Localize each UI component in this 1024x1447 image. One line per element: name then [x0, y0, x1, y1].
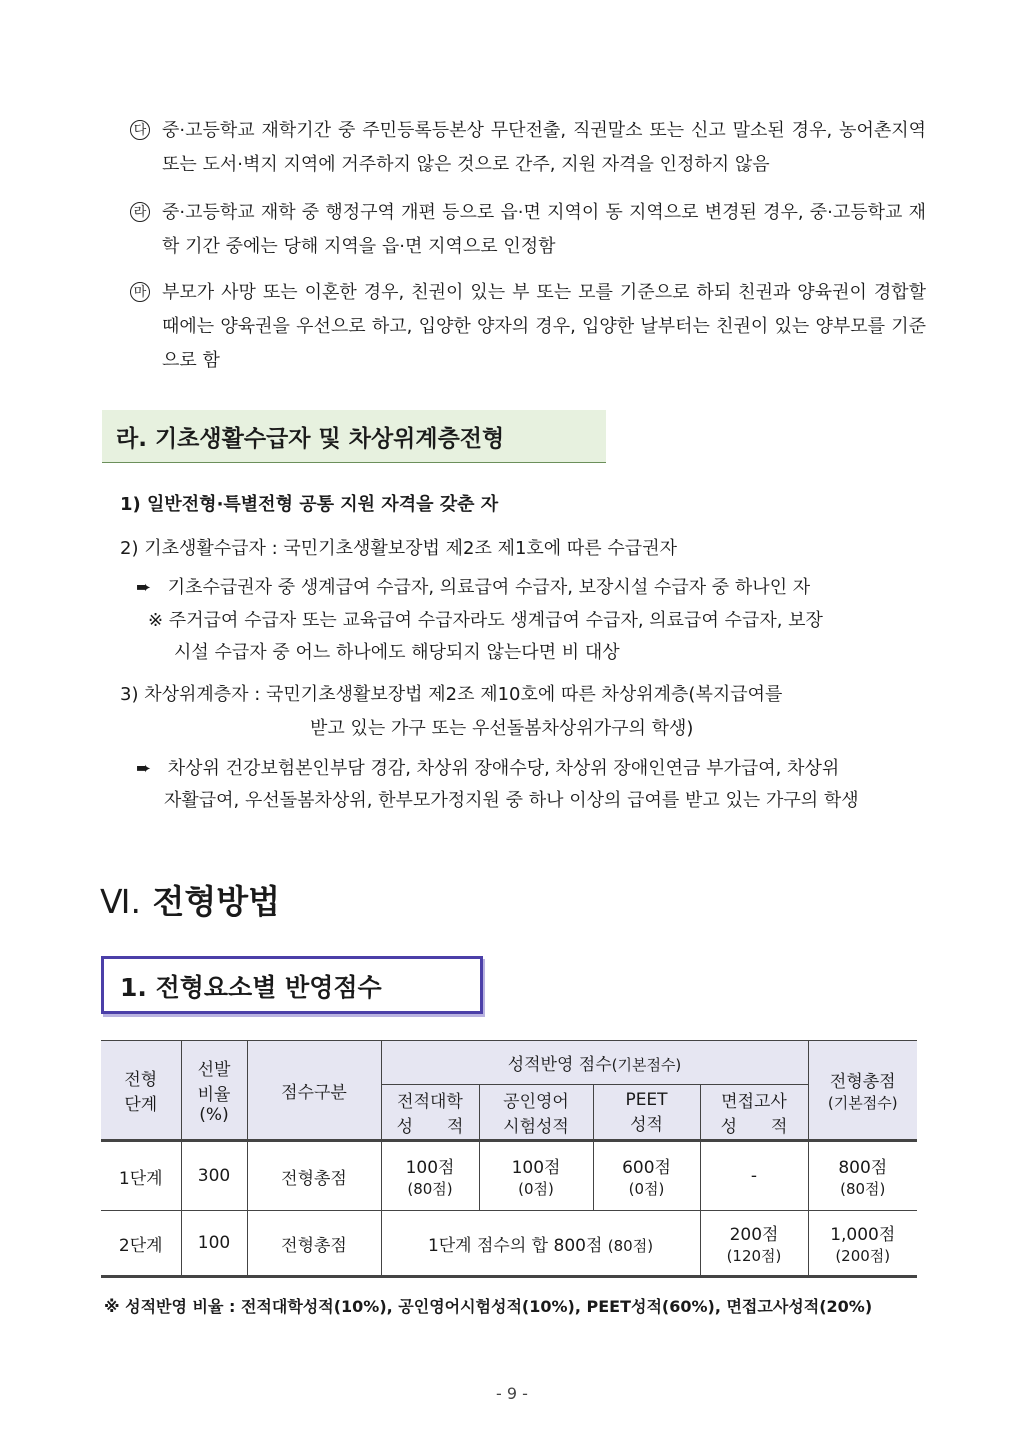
- page-number: - 9 -: [496, 1384, 528, 1403]
- cell-interview: 200점 (120점): [700, 1211, 808, 1277]
- table-row: [101, 1211, 917, 1277]
- list-item-text: 중·고등학교 재학기간 중 주민등록등본상 무단전출, 직권말소 또는 신고 말소된 경우, 농어촌지역 또는 도서·벽지 지역에 거주하지 않은 것으로 간주, 지원 자격을 인정하지 않음: [162, 120, 926, 175]
- cell-stage: 1단계: [101, 1141, 181, 1211]
- chapter-number: Ⅵ.: [100, 882, 141, 921]
- chapter-title: [100, 876, 280, 923]
- chapter-title-text: 전형방법: [152, 882, 280, 921]
- header-col-interview: 면접고사 성 적: [700, 1085, 808, 1141]
- circled-marker: 마: [130, 282, 150, 302]
- cell-total: 800점 (80점): [808, 1141, 917, 1211]
- section-heading-text: 라. 기초생활수급자 및 차상위계층전형: [116, 426, 505, 452]
- header-total: 전형총점 (기본점수): [808, 1041, 917, 1141]
- cell-ratio: 300: [181, 1141, 247, 1211]
- paragraph-1: 1) 일반전형·특별전형 공통 지원 자격을 갖춘 자: [120, 494, 499, 515]
- table-row: [101, 1141, 917, 1211]
- list-item-text: 중·고등학교 재학 중 행정구역 개편 등으로 읍·면 지역이 동 지역으로 변경된 경우, 중·고등학교 재학 기간 중에는 당해 지역을 읍·면 지역으로 인정함: [162, 202, 926, 257]
- bullet-arrow-item: [136, 754, 839, 780]
- circled-marker: 다: [130, 120, 150, 140]
- header-category: 점수구분: [247, 1041, 381, 1141]
- arrow-icon: ➨: [136, 577, 152, 598]
- subsection-title-box: [101, 956, 483, 1014]
- cell-total: 1,000점 (200점): [808, 1211, 917, 1277]
- section-heading: [102, 410, 606, 463]
- bullet-arrow-item: [136, 573, 810, 599]
- paragraph-3-continued: 받고 있는 가구 또는 우선돌봄차상위가구의 학생): [310, 718, 694, 739]
- note-line: 시설 수급자 중 어느 하나에도 해당되지 않는다면 비 대상: [174, 642, 620, 663]
- score-table: [101, 1040, 917, 1278]
- bullet-arrow-text: 기초수급권자 중 생계급여 수급자, 의료급여 수급자, 보장시설 수급자 중 하나인 자: [167, 577, 811, 598]
- cell-ratio: 100: [181, 1211, 247, 1277]
- cell-college: 100점 (80점): [381, 1141, 479, 1211]
- cell-stage: 2단계: [101, 1211, 181, 1277]
- list-item-text: 부모가 사망 또는 이혼한 경우, 친권이 있는 부 또는 모를 기준으로 하되 친권과 양육권이 경합할 때에는 양육권을 우선으로 하고, 입양한 양자의 경우, 입양한 날부터는 친권이 있는 양부모를 기준으로 함: [162, 282, 926, 371]
- cell-english: 100점 (0점): [479, 1141, 593, 1211]
- table-header-row: [101, 1041, 917, 1085]
- ratio-note: ※ 성적반영 비율 : 전적대학성적(10%), 공인영어시험성적(10%), PEET성적(60%), 면접고사성적(20%): [104, 1297, 873, 1316]
- header-stage: 전형 단계: [101, 1041, 181, 1141]
- circled-marker: 라: [130, 202, 150, 222]
- header-col-peet: PEET 성적: [593, 1085, 700, 1141]
- cell-interview: -: [700, 1141, 808, 1211]
- paragraph-3: 3) 차상위계층자 : 국민기초생활보장법 제2조 제10호에 따른 차상위계층(복지급여를: [120, 684, 783, 705]
- header-col-college: 전적대학 성 적: [381, 1085, 479, 1141]
- cell-category: 전형총점: [247, 1141, 381, 1211]
- paragraph-2: 2) 기초생활수급자 : 국민기초생활보장법 제2조 제1호에 따른 수급권자: [120, 538, 677, 559]
- cell-peet: 600점 (0점): [593, 1141, 700, 1211]
- bullet-arrow-text: 차상위 건강보험본인부담 경감, 차상위 장애수당, 차상위 장애인연금 부가급여, 차상위: [167, 758, 840, 779]
- header-col-english: 공인영어 시험성적: [479, 1085, 593, 1141]
- bullet-arrow-continued: 자활급여, 우선돌봄차상위, 한부모가정지원 중 하나 이상의 급여를 받고 있는 가구의 학생: [164, 790, 859, 811]
- header-score-group: 성적반영 점수(기본점수): [381, 1041, 808, 1085]
- cell-merged-score: 1단계 점수의 합 800점 (80점): [381, 1211, 700, 1277]
- note-line: ※ 주거급여 수급자 또는 교육급여 수급자라도 생계급여 수급자, 의료급여 수급자, 보장: [148, 610, 823, 631]
- cell-category: 전형총점: [247, 1211, 381, 1277]
- arrow-icon: ➨: [136, 758, 152, 779]
- subsection-title: 1. 전형요소별 반영점수: [120, 973, 382, 1002]
- header-ratio: 선발 비율 (%): [181, 1041, 247, 1141]
